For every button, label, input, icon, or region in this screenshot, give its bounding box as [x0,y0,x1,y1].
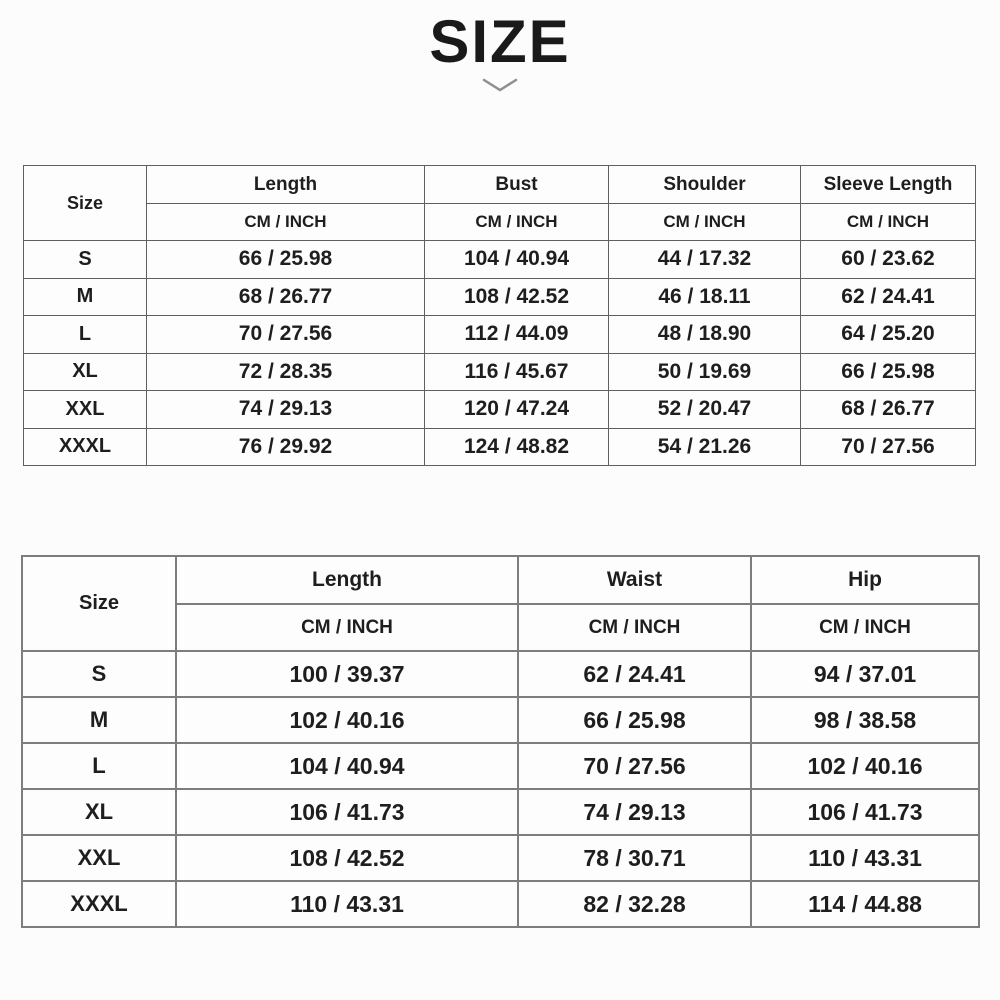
value-cell: 66 / 25.98 [518,697,751,743]
size-cell: S [22,651,176,697]
unit-header: CM / INCH [518,604,751,651]
size-cell: XL [24,353,147,391]
page-title: SIZE [429,8,571,75]
value-cell: 72 / 28.35 [147,353,425,391]
table-row [24,241,976,279]
size-cell: L [24,316,147,354]
table-row [22,697,979,743]
value-cell: 66 / 25.98 [147,241,425,279]
unit-header: CM / INCH [176,604,518,651]
value-cell: 120 / 47.24 [425,391,609,429]
size-cell: S [24,241,147,279]
value-cell: 62 / 24.41 [801,278,976,316]
value-cell: 76 / 29.92 [147,428,425,466]
value-cell: 46 / 18.11 [609,278,801,316]
value-cell: 48 / 18.90 [609,316,801,354]
value-cell: 102 / 40.16 [751,743,979,789]
value-cell: 82 / 32.28 [518,881,751,927]
value-cell: 110 / 43.31 [751,835,979,881]
column-header: Length [176,556,518,604]
table-row [22,789,979,835]
value-cell: 78 / 30.71 [518,835,751,881]
value-cell: 106 / 41.73 [176,789,518,835]
value-cell: 100 / 39.37 [176,651,518,697]
size-cell: M [24,278,147,316]
table-row [24,316,976,354]
value-cell: 64 / 25.20 [801,316,976,354]
value-cell: 110 / 43.31 [176,881,518,927]
table-row [24,391,976,429]
value-cell: 68 / 26.77 [801,391,976,429]
column-header: Waist [518,556,751,604]
table-header [24,166,976,241]
value-cell: 70 / 27.56 [147,316,425,354]
size-cell: L [22,743,176,789]
value-cell: 44 / 17.32 [609,241,801,279]
size-cell: XXXL [22,881,176,927]
column-header: Length [147,166,425,204]
column-header-row [22,556,979,604]
unit-header: CM / INCH [609,204,801,241]
table-row [22,835,979,881]
unit-header: CM / INCH [751,604,979,651]
value-cell: 98 / 38.58 [751,697,979,743]
value-cell: 70 / 27.56 [801,428,976,466]
value-cell: 60 / 23.62 [801,241,976,279]
value-cell: 62 / 24.41 [518,651,751,697]
value-cell: 54 / 21.26 [609,428,801,466]
table-row [24,353,976,391]
value-cell: 74 / 29.13 [147,391,425,429]
table-body [22,651,979,927]
column-header: Shoulder [609,166,801,204]
value-cell: 70 / 27.56 [518,743,751,789]
value-cell: 68 / 26.77 [147,278,425,316]
bottoms-size-chart-table [21,555,980,928]
value-cell: 104 / 40.94 [176,743,518,789]
table-header [22,556,979,651]
value-cell: 108 / 42.52 [176,835,518,881]
unit-header: CM / INCH [425,204,609,241]
value-cell: 114 / 44.88 [751,881,979,927]
value-cell: 52 / 20.47 [609,391,801,429]
value-cell: 124 / 48.82 [425,428,609,466]
table-row [24,278,976,316]
value-cell: 106 / 41.73 [751,789,979,835]
value-cell: 102 / 40.16 [176,697,518,743]
value-cell: 112 / 44.09 [425,316,609,354]
title-section [0,10,1000,98]
size-cell: XXXL [24,428,147,466]
tops-size-chart-table [23,165,976,466]
value-cell: 104 / 40.94 [425,241,609,279]
table-row [22,743,979,789]
table-row [22,881,979,927]
table-row [24,428,976,466]
value-cell: 108 / 42.52 [425,278,609,316]
column-header: Bust [425,166,609,204]
table-row [22,651,979,697]
size-column-header: Size [22,556,176,651]
value-cell: 74 / 29.13 [518,789,751,835]
size-cell: XXL [24,391,147,429]
size-cell: XXL [22,835,176,881]
column-header: Hip [751,556,979,604]
chevron-down-icon [0,77,1000,98]
column-header: Sleeve Length [801,166,976,204]
value-cell: 66 / 25.98 [801,353,976,391]
unit-header-row [24,204,976,241]
table-body [24,241,976,466]
unit-header: CM / INCH [147,204,425,241]
size-cell: XL [22,789,176,835]
value-cell: 94 / 37.01 [751,651,979,697]
column-header-row [24,166,976,204]
value-cell: 50 / 19.69 [609,353,801,391]
size-cell: M [22,697,176,743]
size-column-header: Size [24,166,147,241]
value-cell: 116 / 45.67 [425,353,609,391]
unit-header: CM / INCH [801,204,976,241]
